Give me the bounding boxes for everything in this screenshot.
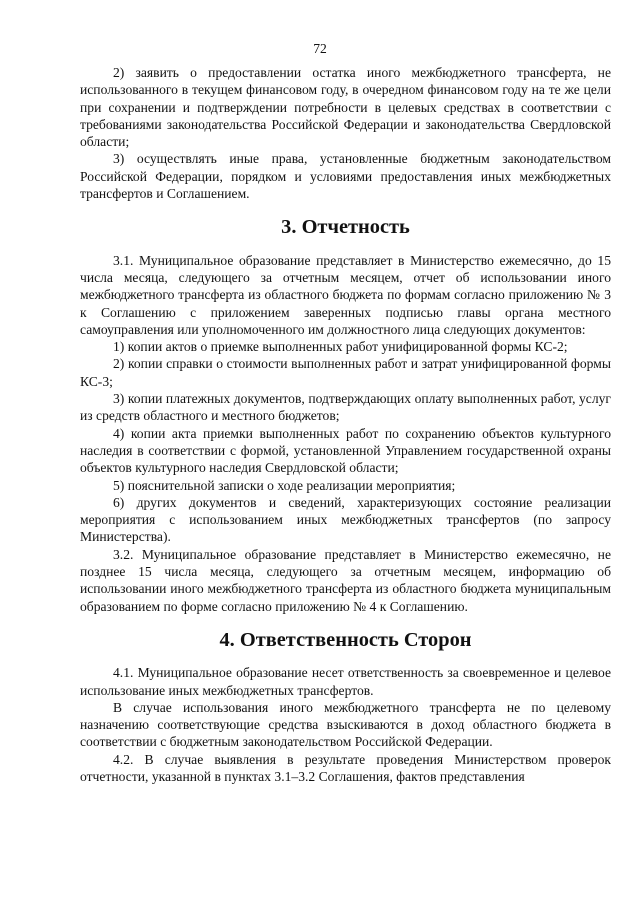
list-item: 3) копии платежных документов, подтверждающих оплату выполненных работ, услуг из средств областного и местного бюджетов; bbox=[80, 391, 611, 424]
paragraph: 3) осуществлять иные права, установленные бюджетным законодательством Российской Федерации, порядком и условиями предоставления иных межбюджетных трансфертов и Соглашением. bbox=[80, 151, 611, 202]
document-body bbox=[80, 64, 611, 785]
section-heading-responsibility: 4. Ответственность Сторон bbox=[219, 628, 472, 651]
paragraph: 3.2. Муниципальное образование представляет в Министерство ежемесячно, не позднее 15 числа месяца, следующего за отчетным месяцем, информацию об использовании иного межбюджетного трансферта из областного бюджета муниципальным образованием по форме согласно приложению № 4 к Соглашению. bbox=[80, 546, 611, 614]
list-item: 2) копии справки о стоимости выполненных работ и затрат унифицированной формы КС-3; bbox=[80, 356, 611, 389]
list-item: 5) пояснительной записки о ходе реализации мероприятия; bbox=[113, 477, 456, 493]
list-item: 6) других документов и сведений, характеризующих состояние реализации мероприятия с использованием иных межбюджетных трансфертов (по запросу Министерства). bbox=[80, 494, 611, 545]
paragraph: 4.1. Муниципальное образование несет ответственность за своевременное и целевое использование иных межбюджетных трансфертов. bbox=[80, 665, 611, 698]
paragraph: 3.1. Муниципальное образование представляет в Министерство ежемесячно, до 15 числа месяца, следующего за отчетным месяцем, отчет об использовании иного межбюджетного трансферта из областного бюджета по формам согласно приложению № 3 к Соглашению с приложением заверенных подписью главы органа местного самоуправления или уполномоченного им должностного лица следующих документов: bbox=[80, 252, 611, 337]
section-heading-reporting: 3. Отчетность bbox=[281, 216, 410, 239]
paragraph: 4.2. В случае выявления в результате проведения Министерством проверок отчетности, указанной в пунктах 3.1–3.2 Соглашения, фактов представления bbox=[80, 751, 611, 784]
list-item: 4) копии акта приемки выполненных работ по сохранению объектов культурного наследия в соответствии с формой, установленной Управлением государственной охраны объектов культурного наследия Свердловской области; bbox=[80, 425, 611, 476]
list-item: 1) копии актов о приемке выполненных работ унифицированной формы КС-2; bbox=[113, 339, 568, 355]
paragraph: В случае использования иного межбюджетного трансферта не по целевому назначению соответствующие средства взыскиваются в доход областного бюджета в соответствии с бюджетным законодательством Российской Федерации. bbox=[80, 699, 611, 750]
paragraph: 2) заявить о предоставлении остатка иного межбюджетного трансферта, не использованного в текущем финансовом году, в очередном финансовом году на те же цели при сохранении и подтверждении потребности в целевых средствах в соответствии с требованиями законодательства Российской Федерации и законодательства Свердловской области; bbox=[80, 65, 611, 150]
page-number: 72 bbox=[313, 41, 327, 56]
